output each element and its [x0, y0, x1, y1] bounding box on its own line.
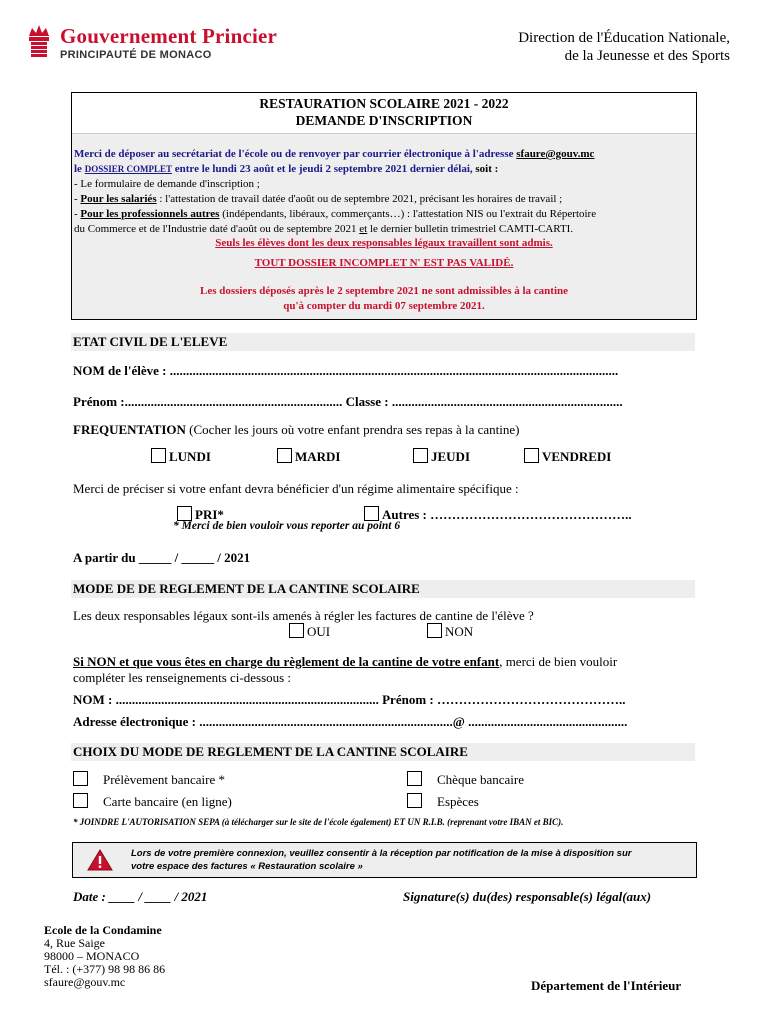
gov-subtitle: PRINCIPAUTÉ DE MONACO — [60, 49, 212, 61]
checkbox-prelevement[interactable] — [73, 771, 88, 786]
item3-line2a: du Commerce et de l'Industrie daté d'août ou de septembre 2021 — [74, 223, 357, 235]
autres-option[interactable] — [364, 506, 632, 523]
checkbox-cheque[interactable] — [407, 771, 422, 786]
oui-label: OUI — [307, 624, 331, 639]
option-especes[interactable] — [407, 793, 479, 810]
heading-mode-reglement: MODE DE DE REGLEMENT DE LA CANTINE SCOLAIRE — [71, 580, 695, 598]
direction-line1: Direction de l'Éducation Nationale, — [518, 30, 730, 46]
nom-payeur-field[interactable]: ................................................................................. — [115, 692, 379, 707]
a-partir-du[interactable]: A partir du _____ / _____ / 2021 — [73, 550, 251, 565]
phone: Tél. : (+377) 98 98 86 86 — [44, 962, 166, 976]
nom-eleve-field[interactable]: .......................................................................................................................................... — [169, 363, 619, 378]
item3-line2b: le dernier bulletin trimestriel CAMTI-CARTI. — [370, 223, 574, 235]
address-line1: 4, Rue Saige — [44, 936, 105, 950]
classe-label: Classe : — [345, 394, 389, 409]
checkbox-mardi[interactable] — [277, 448, 292, 463]
si-non-line2: compléter les renseignements ci-dessous : — [73, 670, 292, 685]
day-jeudi-label: JEUDI — [431, 449, 471, 464]
date-field[interactable]: Date : ____ / ____ / 2021 — [73, 889, 208, 904]
red-notice-2: TOUT DOSSIER INCOMPLET N' EST PAS VALIDÉ. — [254, 257, 514, 269]
intro-b-rest: entre le lundi 23 août et le jeudi 2 septembre 2021 dernier délai, — [174, 163, 473, 175]
footer-email[interactable]: sfaure@gouv.mc — [44, 975, 126, 989]
address-line2: 98000 – MONACO — [44, 949, 140, 963]
day-vendredi[interactable] — [524, 448, 611, 465]
nom-eleve-row — [73, 363, 697, 379]
item3-label: Pour les professionnels autres — [80, 208, 220, 220]
soit: soit : — [475, 163, 499, 175]
form-subtitle: DEMANDE D'INSCRIPTION — [295, 113, 473, 128]
heading-etat-civil: ETAT CIVIL DE L'ELEVE — [71, 333, 695, 351]
day-jeudi[interactable] — [413, 448, 470, 465]
item1: - Le formulaire de demande d'inscription ; — [74, 178, 260, 190]
prenom-classe-row — [73, 394, 697, 410]
red-notice-3: Les dossiers déposés après le 2 septembre 2021 ne sont admissibles à la cantine — [200, 285, 568, 297]
signature-label: Signature(s) du(des) responsable(s) légal(aux) — [403, 889, 652, 904]
day-vendredi-label: VENDREDI — [542, 449, 612, 464]
heading-choix-reglement: CHOIX DU MODE DE REGLEMENT DE LA CANTINE SCOLAIRE — [71, 743, 695, 761]
sepa-note: * JOINDRE L'AUTORISATION SEPA (à télécharger sur le site de l'école également) ET UN R.I.B. (reprenant votre IBAN et BIC). — [73, 817, 564, 827]
option-prelevement[interactable] — [73, 771, 225, 788]
checkbox-oui[interactable] — [289, 623, 304, 638]
warning-text — [131, 847, 691, 873]
adresse-domain-field[interactable]: ................................................. — [468, 714, 628, 729]
school-name: Ecole de la Condamine — [44, 923, 162, 937]
autres-label: Autres : ……………………………………….. — [382, 507, 632, 522]
checkbox-carte[interactable] — [73, 793, 88, 808]
nom-eleve-label: NOM de l'élève : — [73, 363, 167, 378]
option-cheque[interactable] — [407, 771, 524, 788]
warning-line2: votre espace des factures « Restauration scolaire » — [131, 861, 363, 872]
si-non-text — [73, 654, 697, 686]
departement: Département de l'Intérieur — [531, 978, 682, 993]
adresse-row — [73, 714, 697, 730]
prenom-field[interactable]: ................................................................... — [124, 394, 343, 409]
day-lundi-label: LUNDI — [169, 449, 211, 464]
si-non-bold: Si NON et que vous êtes en charge du règlement de la cantine de votre enfant — [73, 654, 500, 669]
title-band — [72, 93, 696, 134]
non-option[interactable] — [427, 623, 473, 640]
email-link[interactable]: sfaure@gouv.mc — [516, 148, 595, 160]
checkbox-pri[interactable] — [177, 506, 192, 521]
option-carte[interactable] — [73, 793, 232, 810]
intro-text — [74, 147, 694, 237]
checkbox-autres[interactable] — [364, 506, 379, 521]
day-lundi[interactable] — [151, 448, 211, 465]
non-label: NON — [445, 624, 474, 639]
frequentation-note: (Cocher les jours où votre enfant prendra ses repas à la cantine) — [189, 422, 520, 437]
red-notice-4: qu'à compter du mardi 07 septembre 2021. — [283, 300, 485, 312]
warning-box — [72, 842, 697, 878]
adresse-label: Adresse électronique : — [73, 714, 196, 729]
prenom-payeur-field[interactable]: Prénom : …………………………………….. — [382, 692, 626, 707]
pri-note: * Merci de bien vouloir vous reporter au point 6 — [173, 520, 401, 532]
item2-label: Pour les salariés — [80, 193, 157, 205]
checkbox-vendredi[interactable] — [524, 448, 539, 463]
checkbox-lundi[interactable] — [151, 448, 166, 463]
frequentation-row — [73, 422, 519, 438]
oui-option[interactable] — [289, 623, 330, 640]
si-non-rest: , merci de bien vouloir — [499, 654, 618, 669]
checkbox-especes[interactable] — [407, 793, 422, 808]
monaco-crown-logo — [26, 22, 52, 60]
pri-label: PRI* — [195, 507, 224, 522]
red-notice-1: Seuls les élèves dont les deux responsables légaux travaillent sont admis. — [215, 237, 553, 249]
nom-payeur-label: NOM : — [73, 692, 113, 707]
warning-line1: Lors de votre première connexion, veuillez consentir à la réception par notification de la mise à disposition sur — [131, 848, 632, 859]
nom-payeur-row — [73, 692, 697, 708]
day-mardi-label: MARDI — [295, 449, 341, 464]
checkbox-non[interactable] — [427, 623, 442, 638]
intro-a: Merci de déposer au secrétariat de l'école ou de renvoyer par courrier électronique à l'adresse — [74, 148, 514, 160]
item2-prefix: - — [74, 193, 78, 205]
form-title: RESTAURATION SCOLAIRE 2021 - 2022 — [259, 96, 509, 111]
cheque-label: Chèque bancaire — [437, 772, 524, 787]
day-mardi[interactable] — [277, 448, 341, 465]
especes-label: Espèces — [437, 794, 479, 809]
item3-prefix: - — [74, 208, 78, 220]
warning-icon — [87, 849, 113, 871]
regime-question: Merci de préciser si votre enfant devra bénéficier d'un régime alimentaire spécifique : — [73, 481, 519, 496]
checkbox-jeudi[interactable] — [413, 448, 428, 463]
direction-line2: de la Jeunesse et des Sports — [564, 48, 730, 64]
item2-rest: : l'attestation de travail datée d'août ou de septembre 2021, précisant les horaires de travail ; — [159, 193, 563, 205]
classe-field[interactable]: ....................................................................... — [391, 394, 623, 409]
prelevement-label: Prélèvement bancaire * — [103, 772, 225, 787]
instruction-box — [71, 92, 697, 320]
school-address — [44, 924, 165, 989]
item3-et: et — [359, 223, 368, 235]
frequentation-label: FREQUENTATION — [73, 422, 186, 437]
gov-title: Gouvernement Princier — [60, 24, 278, 48]
intro-le: le — [74, 163, 82, 175]
prenom-label: Prénom : — [73, 394, 125, 409]
dossier-complet: DOSSIER COMPLET — [84, 164, 172, 174]
carte-label: Carte bancaire (en ligne) — [103, 794, 232, 809]
responsables-question: Les deux responsables légaux sont-ils amenés à régler les factures de cantine de l'élève ? — [73, 608, 534, 623]
adresse-field[interactable]: ..............................................................................@ — [199, 714, 465, 729]
item3-rest: (indépendants, libéraux, commerçants…) : l'attestation NIS ou l'extrait du Répertoire — [222, 208, 597, 220]
